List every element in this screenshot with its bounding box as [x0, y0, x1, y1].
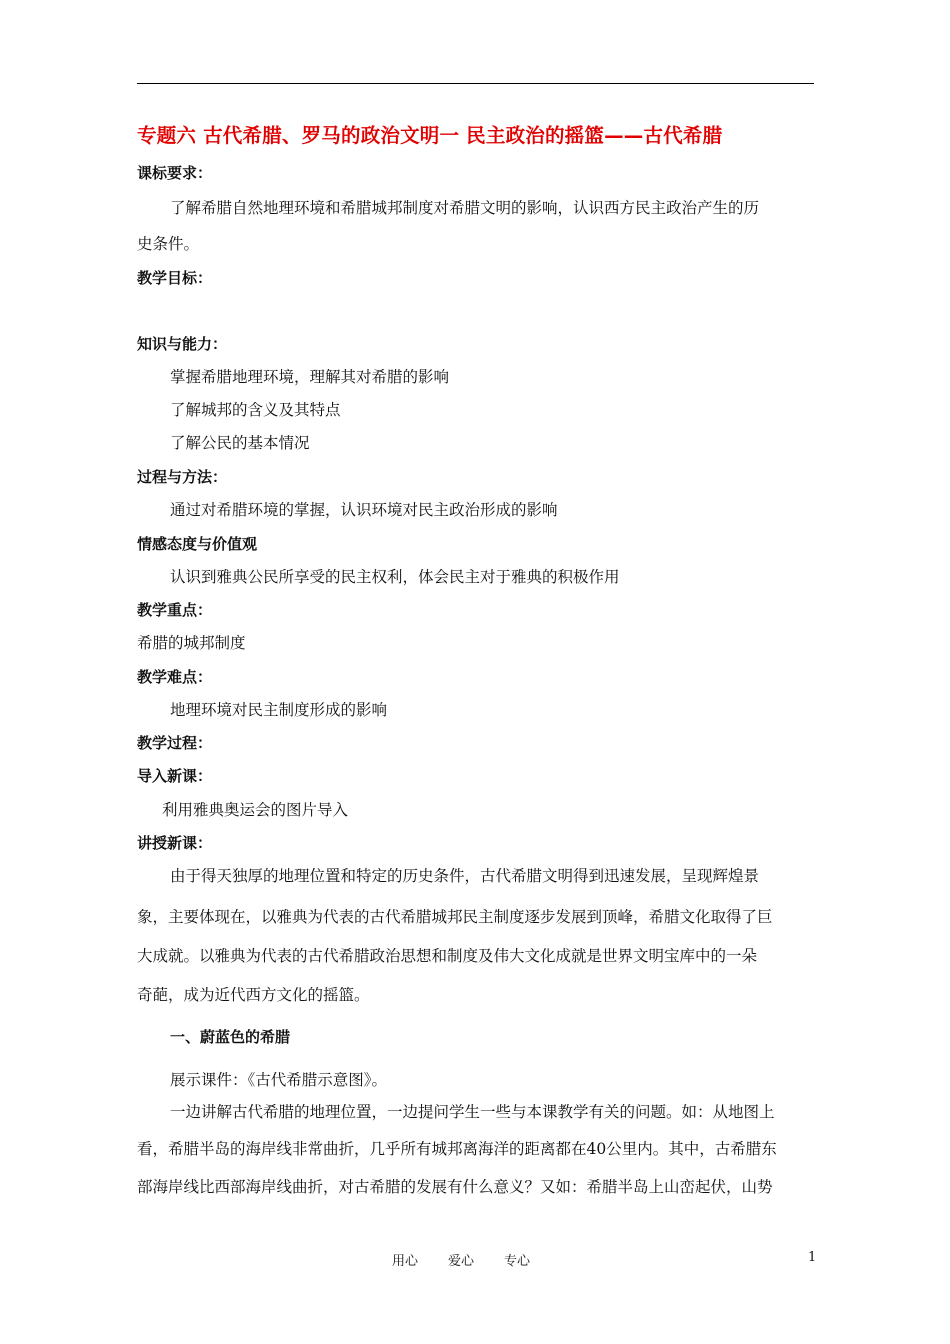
- heading-introduction: 导入新课：: [137, 767, 213, 785]
- paragraph-line: 部海岸线比西部海岸线曲折，对古希腊的发展有什么意义？又如：希腊半岛上山峦起伏，山势: [137, 1178, 773, 1196]
- paragraph-line: 象，主要体现在，以雅典为代表的古代希腊城邦民主制度逐步发展到顶峰，希腊文化取得了巨: [137, 908, 773, 926]
- list-item: 地理环境对民主制度形成的影响: [170, 701, 388, 719]
- heading-teaching-process: 教学过程：: [137, 734, 213, 752]
- section-heading: 一、蔚蓝色的希腊: [170, 1028, 291, 1046]
- list-item: 希腊的城邦制度: [137, 634, 246, 652]
- heading-process-method: 过程与方法：: [137, 468, 228, 486]
- header-rule: [137, 83, 814, 84]
- list-item: 通过对希腊环境的掌握，认识环境对民主政治形成的影响: [170, 501, 558, 519]
- list-item: 掌握希腊地理环境，理解其对希腊的影响: [170, 368, 450, 386]
- heading-new-lesson: 讲授新课：: [137, 834, 213, 852]
- footer-motto: 专心: [504, 1254, 531, 1269]
- heading-knowledge-ability: 知识与能力：: [137, 335, 228, 353]
- paragraph-line: 一边讲解古代希腊的地理位置，一边提问学生一些与本课教学有关的问题。如：从地图上: [170, 1103, 775, 1121]
- page-number: 1: [808, 1250, 817, 1265]
- paragraph-line: 史条件。: [137, 235, 200, 253]
- paragraph-line: 展示课件：《古代希腊示意图》。: [170, 1071, 388, 1089]
- list-item: 利用雅典奥运会的图片导入: [162, 801, 349, 819]
- heading-teaching-goals: 教学目标：: [137, 269, 213, 287]
- list-item: 了解公民的基本情况: [170, 434, 310, 452]
- paragraph-line: 大成就。以雅典为代表的古代希腊政治思想和制度及伟大文化成就是世界文明宝库中的一朵: [137, 947, 758, 965]
- heading-curriculum-requirements: 课标要求：: [137, 164, 213, 182]
- paragraph-line: 看，希腊半岛的海岸线非常曲折，几乎所有城邦离海洋的距离都在40公里内。其中，古希腊东: [137, 1140, 777, 1158]
- document-title: 专题六 古代希腊、罗马的政治文明一 民主政治的摇篮——古代希腊: [137, 124, 723, 147]
- paragraph-line: 了解希腊自然地理环境和希腊城邦制度对希腊文明的影响，认识西方民主政治产生的历: [170, 199, 760, 217]
- paragraph-line: 由于得天独厚的地理位置和特定的历史条件，古代希腊文明得到迅速发展，呈现辉煌景: [170, 867, 760, 885]
- heading-emotion-values: 情感态度与价值观: [137, 535, 258, 553]
- footer-motto: 爱心: [448, 1254, 475, 1269]
- heading-key-points: 教学重点：: [137, 601, 213, 619]
- footer-motto: 用心: [392, 1254, 419, 1269]
- paragraph-line: 奇葩，成为近代西方文化的摇篮。: [137, 986, 370, 1004]
- list-item: 认识到雅典公民所享受的民主权利，体会民主对于雅典的积极作用: [170, 568, 620, 586]
- heading-difficulties: 教学难点：: [137, 668, 213, 686]
- list-item: 了解城邦的含义及其特点: [170, 401, 341, 419]
